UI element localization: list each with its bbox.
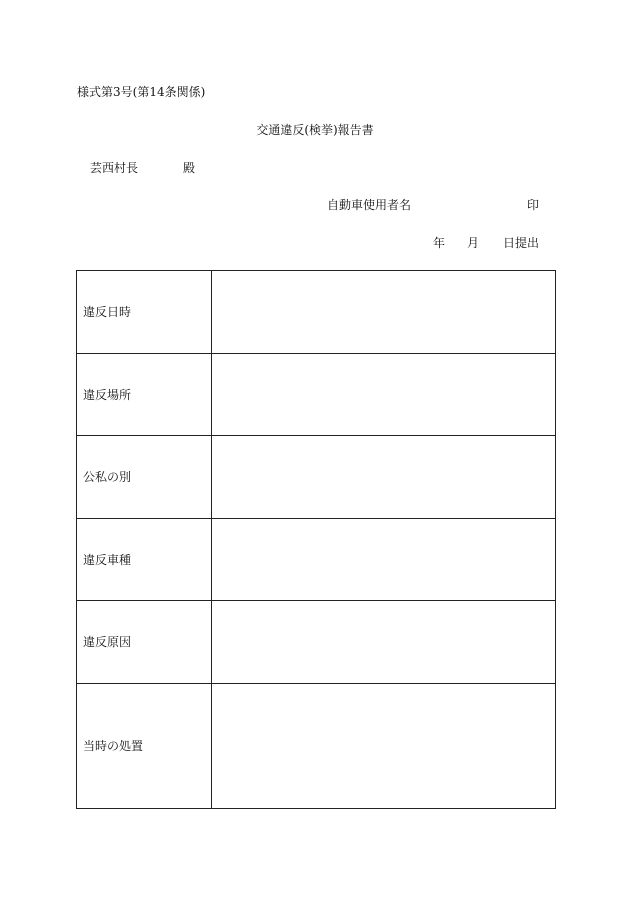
row-value-violation-place[interactable] [212, 353, 556, 436]
form-number-label: 様式第3号(第14条関係) [77, 85, 206, 99]
vehicle-user-name-label: 自動車使用者名 [327, 198, 412, 212]
row-value-public-private[interactable] [212, 436, 556, 519]
row-value-vehicle-type[interactable] [212, 518, 556, 601]
seal-mark: 印 [527, 198, 540, 212]
date-month-label: 月 [467, 236, 480, 250]
row-label-action-taken: 当時の処置 [77, 683, 212, 808]
table-row [77, 271, 556, 354]
date-day-submitted-label: 日提出 [503, 236, 540, 250]
date-year-label: 年 [433, 236, 446, 250]
violation-report-table [76, 270, 556, 809]
row-value-action-taken[interactable] [212, 683, 556, 808]
table-row [77, 353, 556, 436]
row-label-public-private: 公私の別 [77, 436, 212, 519]
row-label-vehicle-type: 違反車種 [77, 518, 212, 601]
table-row [77, 601, 556, 684]
addressee-honorific: 殿 [183, 161, 196, 175]
row-label-violation-cause: 違反原因 [77, 601, 212, 684]
table-row [77, 436, 556, 519]
table-row [77, 518, 556, 601]
row-value-violation-datetime[interactable] [212, 271, 556, 354]
addressee: 芸西村長 [90, 161, 139, 175]
row-label-violation-place: 違反場所 [77, 353, 212, 436]
table-row [77, 683, 556, 808]
row-value-violation-cause[interactable] [212, 601, 556, 684]
document-title: 交通違反(検挙)報告書 [256, 123, 374, 137]
row-label-violation-datetime: 違反日時 [77, 271, 212, 354]
